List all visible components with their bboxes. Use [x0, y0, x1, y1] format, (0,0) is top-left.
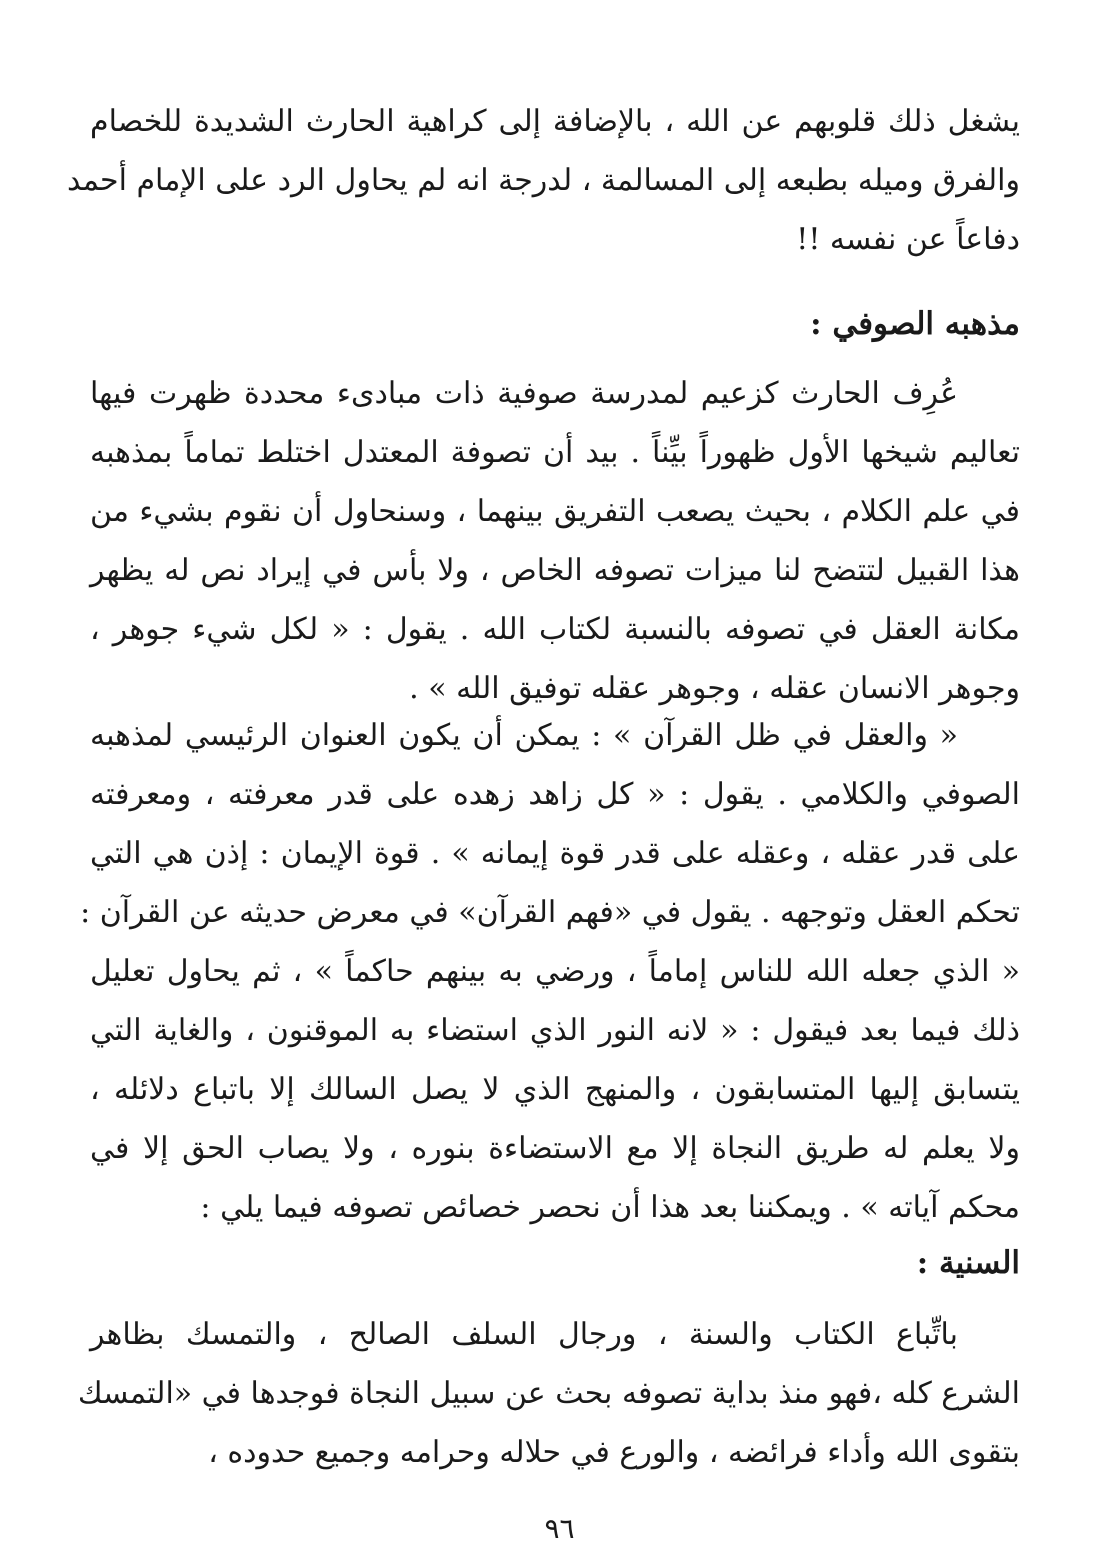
book-page	[66, 92, 1020, 1532]
paragraph-line: « والعقل في ظل القرآن » : يمكن أن يكون العنوان الرئيسي لمذهبه	[90, 718, 958, 753]
paragraph-line: ولا يعلم له طريق النجاة إلا مع الاستضاءة بنوره ، ولا يصاب الحق إلا في	[90, 1131, 1020, 1166]
paragraph-line: وجوهر الانسان عقله ، وجوهر عقله توفيق الله » .	[409, 671, 1020, 706]
section-heading-sunniya: السنية :	[916, 1245, 1020, 1281]
paragraph-line: الشرع كله ،فهو منذ بداية تصوفه بحث عن سبيل النجاة فوجدها في «التمسك	[77, 1376, 1020, 1411]
paragraph-4	[77, 1305, 1020, 1482]
paragraph-line: « الذي جعله الله للناس إماماً ، ورضي به بينهم حاكماً » ، ثم يحاول تعليل	[90, 954, 1020, 989]
paragraph-line: هذا القبيل لتتضح لنا ميزات تصوفه الخاص ، ولا بأس في إيراد نص له يظهر	[90, 553, 1020, 588]
paragraph-line: بتقوى الله وأداء فرائضه ، والورع في حلاله وحرامه وجميع حدوده ،	[208, 1435, 1020, 1470]
paragraph-line: دفاعاً عن نفسه !!	[796, 222, 1020, 257]
paragraph-1	[66, 92, 1020, 269]
paragraph-line: يتسابق إليها المتسابقون ، والمنهج الذي لا يصل السالك إلا باتباع دلائله ،	[90, 1072, 1020, 1107]
paragraph-line: ذلك فيما بعد فيقول : « لانه النور الذي استضاء به الموقنون ، والغاية التي	[90, 1013, 1020, 1048]
section-heading-sufi-doctrine: مذهبه الصوفي :	[810, 306, 1020, 342]
paragraph-line: والفرق وميله بطبعه إلى المسالمة ، لدرجة انه لم يحاول الرد على الإمام أحمد	[66, 163, 1020, 198]
paragraph-line: باتِّباع الكتاب والسنة ، ورجال السلف الصالح ، والتمسك بظاهر	[90, 1317, 958, 1352]
paragraph-line: في علم الكلام ، بحيث يصعب التفريق بينهما ، وسنحاول أن نقوم بشيء من	[90, 494, 1020, 529]
paragraph-3	[80, 706, 1020, 1237]
page-number: ٩٦	[544, 1512, 575, 1545]
paragraph-line: مكانة العقل في تصوفه بالنسبة لكتاب الله . يقول : « لكل شيء جوهر ،	[90, 612, 1020, 647]
paragraph-2	[90, 364, 1020, 718]
paragraph-line: الصوفي والكلامي . يقول : « كل زاهد زهده على قدر معرفته ، ومعرفته	[90, 777, 1020, 812]
paragraph-line: محكم آياته » . ويمكننا بعد هذا أن نحصر خصائص تصوفه فيما يلي :	[200, 1190, 1020, 1225]
paragraph-line: عُرِف الحارث كزعيم لمدرسة صوفية ذات مبادىء محددة ظهرت فيها	[90, 376, 958, 411]
paragraph-line: يشغل ذلك قلوبهم عن الله ، بالإضافة إلى كراهية الحارث الشديدة للخصام	[90, 104, 1020, 139]
paragraph-line: على قدر عقله ، وعقله على قدر قوة إيمانه » . قوة الإيمان : إذن هي التي	[90, 836, 1020, 871]
paragraph-line: تحكم العقل وتوجهه . يقول في «فهم القرآن» في معرض حديثه عن القرآن :	[80, 895, 1020, 930]
paragraph-line: تعاليم شيخها الأول ظهوراً بيِّناً . بيد أن تصوفة المعتدل اختلط تماماً بمذهبه	[90, 435, 1020, 470]
